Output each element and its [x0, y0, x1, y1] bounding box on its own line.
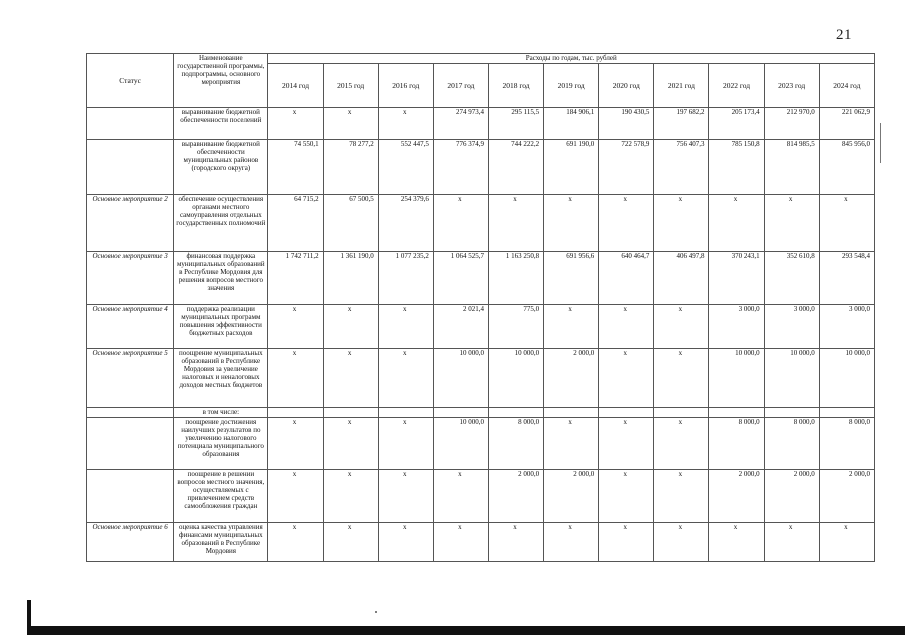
row-value: 184 906,1 — [544, 108, 599, 140]
table-row — [87, 252, 875, 305]
row-status — [87, 470, 174, 523]
row-value: 10 000,0 — [433, 418, 488, 470]
row-value: 814 985,5 — [764, 140, 819, 195]
row-value: 10 000,0 — [764, 349, 819, 408]
row-value — [599, 408, 654, 418]
row-value: х — [268, 108, 323, 140]
row-value: х — [323, 470, 378, 523]
row-value: х — [654, 305, 709, 349]
row-value: 274 973,4 — [433, 108, 488, 140]
header-year: 2020 год — [599, 64, 654, 108]
scan-margin-mark — [880, 123, 881, 163]
row-value: 744 222,2 — [488, 140, 543, 195]
row-value: х — [599, 470, 654, 523]
row-value: х — [378, 349, 433, 408]
row-name: выравнивание бюджетной обеспеченности муниципальных районов (городского округа) — [174, 140, 268, 195]
header-year: 2018 год — [488, 64, 543, 108]
row-value: х — [544, 195, 599, 252]
row-value: х — [323, 349, 378, 408]
row-value — [378, 408, 433, 418]
row-value — [268, 408, 323, 418]
row-value: 552 447,5 — [378, 140, 433, 195]
table-subheading-row — [87, 408, 875, 418]
table-row — [87, 195, 875, 252]
row-value — [488, 408, 543, 418]
row-value — [709, 408, 764, 418]
row-value: 1 742 711,2 — [268, 252, 323, 305]
row-value — [323, 408, 378, 418]
row-value: 197 682,2 — [654, 108, 709, 140]
row-value: х — [323, 523, 378, 562]
row-value: х — [709, 195, 764, 252]
row-value: 8 000,0 — [764, 418, 819, 470]
row-value: 64 715,2 — [268, 195, 323, 252]
header-status: Статус — [87, 54, 174, 108]
row-name: поощрение муниципальных образований в Республике Мордовия за увеличение налоговых и неналоговых доходов местных бюджетов — [174, 349, 268, 408]
header-year: 2014 год — [268, 64, 323, 108]
table-row — [87, 418, 875, 470]
row-value: х — [654, 195, 709, 252]
row-value: 212 970,0 — [764, 108, 819, 140]
row-value: х — [268, 470, 323, 523]
header-name: Наименование государственной программы, подпрограммы, основного мероприятия — [174, 54, 268, 108]
row-value: 10 000,0 — [433, 349, 488, 408]
row-value: 756 407,3 — [654, 140, 709, 195]
row-value: х — [544, 418, 599, 470]
row-status: Основное мероприятие 4 — [87, 305, 174, 349]
scan-bottom-edge — [30, 626, 905, 635]
row-value: 8 000,0 — [819, 418, 874, 470]
row-value: 67 500,5 — [323, 195, 378, 252]
row-value: 406 497,8 — [654, 252, 709, 305]
row-value: х — [378, 418, 433, 470]
row-value: х — [654, 470, 709, 523]
row-value: 78 277,2 — [323, 140, 378, 195]
expenses-table — [86, 53, 875, 562]
row-value: 640 464,7 — [599, 252, 654, 305]
row-value: 10 000,0 — [709, 349, 764, 408]
row-value: х — [544, 523, 599, 562]
header-year: 2021 год — [654, 64, 709, 108]
header-year: 2022 год — [709, 64, 764, 108]
row-value: х — [488, 523, 543, 562]
row-status: Основное мероприятие 5 — [87, 349, 174, 408]
header-year: 2017 год — [433, 64, 488, 108]
row-value: х — [599, 523, 654, 562]
row-value: х — [764, 523, 819, 562]
row-status — [87, 418, 174, 470]
row-value: 3 000,0 — [819, 305, 874, 349]
row-value: 785 150,8 — [709, 140, 764, 195]
row-value: 2 000,0 — [544, 349, 599, 408]
row-value: 1 064 525,7 — [433, 252, 488, 305]
row-value — [764, 408, 819, 418]
row-name: выравнивание бюджетной обеспеченности поселений — [174, 108, 268, 140]
row-value: 2 000,0 — [488, 470, 543, 523]
row-value: 2 021,4 — [433, 305, 488, 349]
row-value: х — [323, 108, 378, 140]
row-value: 8 000,0 — [709, 418, 764, 470]
row-value: 691 190,0 — [544, 140, 599, 195]
row-value: 295 115,5 — [488, 108, 543, 140]
row-value: х — [599, 349, 654, 408]
table-row — [87, 140, 875, 195]
header-year: 2015 год — [323, 64, 378, 108]
row-value: х — [433, 470, 488, 523]
row-value: х — [268, 418, 323, 470]
header-year: 2024 год — [819, 64, 874, 108]
row-value: х — [544, 305, 599, 349]
row-status: Основное мероприятие 6 — [87, 523, 174, 562]
row-value: х — [654, 349, 709, 408]
header-year: 2016 год — [378, 64, 433, 108]
row-value: х — [819, 523, 874, 562]
row-status — [87, 140, 174, 195]
row-value: 3 000,0 — [764, 305, 819, 349]
row-value: 221 062,9 — [819, 108, 874, 140]
table-row — [87, 108, 875, 140]
row-value: 2 000,0 — [819, 470, 874, 523]
row-value — [819, 408, 874, 418]
row-value: х — [378, 108, 433, 140]
row-name: финансовая поддержка муниципальных образований в Республике Мордовия для решения вопросов местного значения — [174, 252, 268, 305]
row-value: х — [433, 195, 488, 252]
row-value: 254 379,6 — [378, 195, 433, 252]
row-status — [87, 108, 174, 140]
row-name: оценка качества управления финансами муниципальных образований в Республике Мордовия — [174, 523, 268, 562]
row-value: 352 610,8 — [764, 252, 819, 305]
row-value: х — [599, 418, 654, 470]
row-value: 2 000,0 — [544, 470, 599, 523]
row-value: х — [323, 418, 378, 470]
row-value: х — [488, 195, 543, 252]
table-row — [87, 349, 875, 408]
row-value: х — [599, 305, 654, 349]
row-value: х — [323, 305, 378, 349]
row-value — [433, 408, 488, 418]
row-value: 10 000,0 — [488, 349, 543, 408]
row-value: 722 578,9 — [599, 140, 654, 195]
header-year: 2019 год — [544, 64, 599, 108]
row-value: 1 077 235,2 — [378, 252, 433, 305]
row-value: 293 548,4 — [819, 252, 874, 305]
row-name: поощрение достижения наилучших результатов по увеличению налогового потенциала муниципального образования — [174, 418, 268, 470]
row-value: х — [268, 523, 323, 562]
row-value: 2 000,0 — [764, 470, 819, 523]
row-status: Основное мероприятие 3 — [87, 252, 174, 305]
row-name: поощрение в решении вопросов местного значения, осуществляемых с привлечением средств самообложения граждан — [174, 470, 268, 523]
row-value: х — [378, 523, 433, 562]
row-value: 190 430,5 — [599, 108, 654, 140]
row-value: 370 243,1 — [709, 252, 764, 305]
row-value: х — [599, 195, 654, 252]
page-number: 21 — [836, 27, 852, 43]
header-year: 2023 год — [764, 64, 819, 108]
scan-speck — [375, 611, 377, 613]
row-value — [654, 408, 709, 418]
row-value: х — [654, 523, 709, 562]
row-value: х — [709, 523, 764, 562]
table-row — [87, 523, 875, 562]
table-body — [87, 108, 875, 562]
row-value: х — [764, 195, 819, 252]
row-value: х — [268, 305, 323, 349]
row-name: обеспечение осуществления органами местного самоуправления отдельных государственных полномочий — [174, 195, 268, 252]
row-value: 1 163 250,8 — [488, 252, 543, 305]
row-value: х — [378, 305, 433, 349]
row-value: 3 000,0 — [709, 305, 764, 349]
row-status — [87, 408, 174, 418]
row-value: 205 173,4 — [709, 108, 764, 140]
row-value: 691 956,6 — [544, 252, 599, 305]
table-row — [87, 305, 875, 349]
header-expenses: Расходы по годам, тыс. рублей — [268, 54, 875, 64]
row-value: х — [378, 470, 433, 523]
row-value: х — [268, 349, 323, 408]
row-value: 775,0 — [488, 305, 543, 349]
row-value: х — [433, 523, 488, 562]
row-value: 74 550,1 — [268, 140, 323, 195]
row-value: 2 000,0 — [709, 470, 764, 523]
row-value: 845 956,0 — [819, 140, 874, 195]
row-name: поддержка реализации муниципальных программ повышения эффективности бюджетных расходов — [174, 305, 268, 349]
row-value: 776 374,9 — [433, 140, 488, 195]
row-value: 1 361 190,0 — [323, 252, 378, 305]
row-status: Основное мероприятие 2 — [87, 195, 174, 252]
table-row — [87, 470, 875, 523]
row-value: 8 000,0 — [488, 418, 543, 470]
row-name: в том числе: — [174, 408, 268, 418]
scan-left-edge — [27, 600, 31, 635]
row-value: х — [819, 195, 874, 252]
row-value: х — [654, 418, 709, 470]
row-value: 10 000,0 — [819, 349, 874, 408]
row-value — [544, 408, 599, 418]
